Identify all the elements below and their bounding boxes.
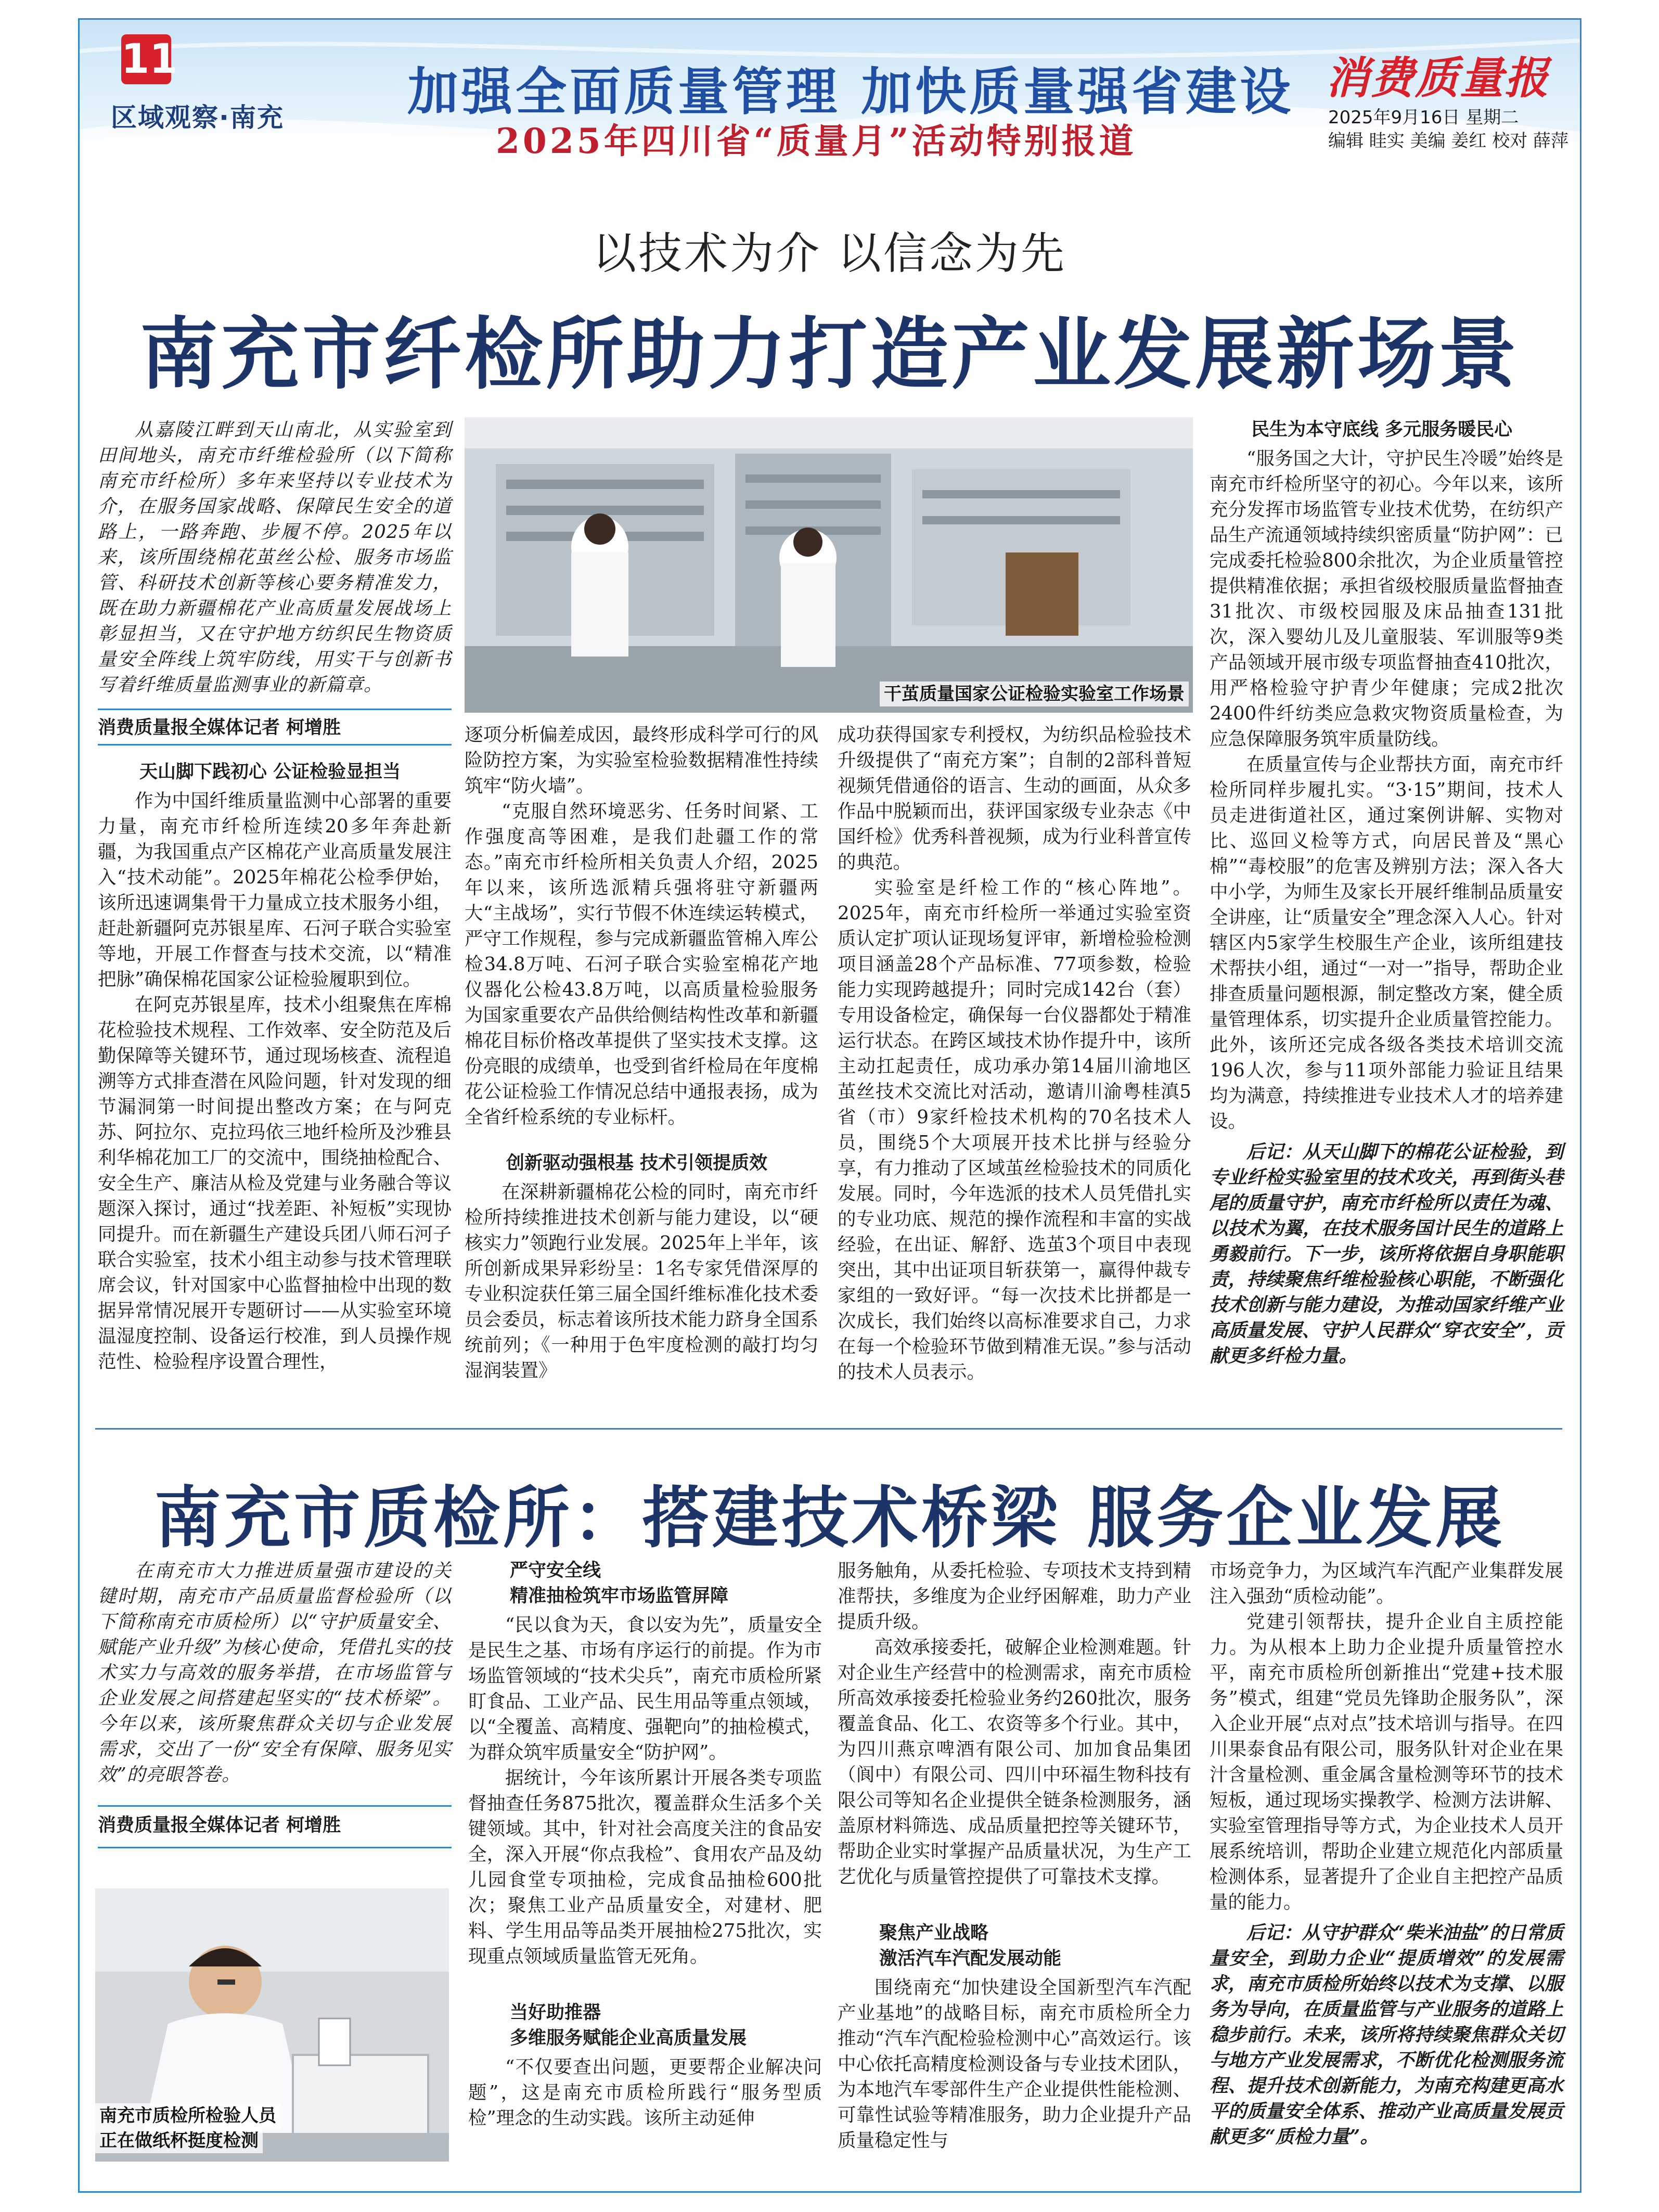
- article1-afterword: [1210, 1139, 1563, 1369]
- article1-subheading-3: 民生为本守底线 多元服务暖民心: [1251, 419, 1513, 440]
- article1-byline-block: [98, 715, 452, 741]
- article2-headline: 南充市质检所：搭建技术桥梁 服务企业发展: [154, 1480, 1506, 1557]
- page-number: 11: [121, 34, 171, 84]
- issue-date: 2025年9月16日 星期二: [1328, 107, 1519, 128]
- article2-column-2: [468, 1558, 822, 2131]
- article2-afterword: [1210, 1920, 1563, 2150]
- article1-byline: 消费质量报全媒体记者 柯增胜: [98, 717, 341, 738]
- article2-column-3: [838, 1558, 1191, 2153]
- section-name: 区域观察·南充: [111, 102, 284, 133]
- lab-scene-illustration: [465, 417, 1193, 713]
- lead-divider: [98, 709, 452, 710]
- article1-col3-para-1: 成功获得国家专利授权，为纺织品检验技术升级提供了“南充方案”；自制的2部科普短视频凭借通俗的语言、生动的画面，从众多作品中脱颖而出，获评国家级专业杂志《中国纤检》优秀科普视频，成为行业科普宣传的典范。: [838, 724, 1191, 873]
- article2-subheading-1b: 精准抽检筑牢市场监管屏障: [510, 1586, 729, 1606]
- article2-afterword-label: 后记：: [1246, 1922, 1302, 1944]
- article1-col2-para-1: 逐项分析偏差成因，最终形成科学可行的风险防控方案，为实验室检验数据精准性持续筑牢“防火墙”。: [465, 724, 818, 796]
- article2-subheading-3b: 激活汽车汽配发展动能: [879, 1948, 1062, 1969]
- article2-column-4: [1210, 1558, 1563, 2150]
- article1-afterword-text: 从天山脚下的棉花公证检验，到专业纤检实验室里的技术攻关，再到街头巷尾的质量守护，南充市纤检所以责任为魂、以技术为翼，在技术服务国计民生的道路上勇毅前行。下一步，该所将依据自身职能职责，持续聚焦纤维检验核心职能，不断强化技术创新与能力建设，为推动国家纤维产业高质量发展、守护人民群众“穿衣安全”，贡献更多纤检力量。: [1210, 1141, 1563, 1367]
- article1-col4-para-1: “服务国之大计，守护民生冷暖”始终是南充市纤检所坚守的初心。今年以来，该所充分发挥市场监管专业技术优势，在纺织产品生产流通领域持续织密质量“防护网”：已完成委托检验800余批次，为企业质量管控提供精准依据；承担省级校服质量监督抽查31批次、市级校园服及床品抽查131批次，深入婴幼儿及儿童服装、军训服等9类产品领域开展市级专项监督抽查410批次，用严格检验守护青少年健康；完成2批次2400件纤纺类应急救灾物资质量检查，为应急保障服务筑牢质量防线。: [1210, 448, 1563, 750]
- article2-col3-para-2: 高效承接委托，破解企业检测难题。针对企业生产经营中的检测需求，南充市质检所高效承接委托检验业务约260批次，服务覆盖食品、化工、农资等多个行业。其中，为四川燕京啤酒有限公司、加加食品集团（阆中）有限公司、四川中环福生物科技有限公司等知名企业提供全链条检测服务，涵盖原材料筛选、成品质量把控等关键环节，帮助企业实时掌握产品质量状况，为生产工艺优化与质量管控提供了可靠技术支撑。: [838, 1637, 1191, 1887]
- editor-credits: 编辑 眭实 美编 姜红 校对 薛萍: [1328, 131, 1569, 151]
- article1-col4-para-2: 在质量宣传与企业帮扶方面，南充市纤检所同样步履扎实。“3·15”期间，技术人员走进街道社区，通过案例讲解、实物对比、巡回义检等方式，向居民普及“黑心棉”“毒校服”的危害及辨别方法；深入各大中小学，为师生及家长开展纤维制品质量安全讲座，让“质量安全”理念深入人心。针对辖区内5家学生校服生产企业，该所组建技术帮扶小组，通过“一对一”指导，帮助企业排查质量问题根源，制定整改方案，健全质量管理体系，切实提升企业质量管控能力。此外，该所还完成各级各类技术培训交流196人次，参与11项外部能力验证且结果均为满意，持续推进专业技术人才的培养建设。: [1210, 754, 1563, 1132]
- article1-col2-para-2: “克服自然环境恶劣、任务时间紧、工作强度高等困难，是我们赴疆工作的常态。”南充市纤检所相关负责人介绍，2025年以来，该所选派精兵强将驻守新疆两大“主战场”，实行节假不休连续运转模式，严守工作规程，参与完成新疆监管棉入库公检34.8万吨、石河子联合实验室棉花产地仪器化公检43.8万吨，以高质量检验服务为国家重要农产品供给侧结构性改革和新疆棉花目标价格改革提供了坚实技术支撑。这份亮眼的成绩单，也受到省纤检局在年度棉花公证检验工作情况总结中通报表扬，成为全省纤检系统的专业标杆。: [465, 801, 818, 1128]
- article1-col1-para-2: 在阿克苏银星库，技术小组聚焦在库棉花检验技术规程、工作效率、安全防范及后勤保障等关键环节，通过现场核查、流程追溯等方式排查潜在风险问题，针对发现的细节漏洞第一时间提出整改方案；在与阿克苏、阿拉尔、克拉玛依三地纤检所及沙雅县利华棉花加工厂的交流中，围绕抽检配合、安全生产、廉洁从检及党建与业务融合等议题深入探讨，通过“找差距、补短板”实现协同提升。而在新疆生产建设兵团八师石河子联合实验室，技术小组主动参与技术管理联席会议，针对国家中心监督抽检中出现的数据异常情况展开专题研讨——从实验室环境温湿度控制、设备运行校准，到人员操作规范性、检验程序设置合理性，: [98, 994, 452, 1372]
- inspector-caption-line2: 正在做纸杯挺度检测: [95, 2128, 263, 2153]
- article2-col3-para-1: 服务触角，从委托检验、专项技术支持到精准帮扶，多维度为企业纾困解难，助力产业提质升级。: [838, 1560, 1191, 1632]
- article1-subheading-2: 创新驱动强根基 技术引领提质效: [506, 1153, 768, 1174]
- article2-col2-para-3: “不仅要查出问题，更要帮企业解决问题”，这是南充市质检所践行“服务型质检”理念的生动实践。该所主动延伸: [468, 2056, 822, 2129]
- inspector-caption-line1: 南充市质检所检验人员: [95, 2103, 280, 2128]
- article2-col4-para-2: 党建引领帮扶，提升企业自主质控能力。为从根本上助力企业提升质量管控水平，南充市质检所创新推出“党建+技术服务”模式，组建“党员先锋助企服务队”，深入企业开展“点对点”技术培训与指导。在四川果泰食品有限公司，服务队针对企业在果汁含量检测、重金属含量检测等环节的技术短板，通过现场实操教学、检测方法讲解、实验室管理指导等方式，为企业技术人员开展系统培训，帮助企业建立规范化内部质量检测体系，显著提升了企业自主把控产品质量的能力。: [1210, 1611, 1563, 1913]
- article1-col2-para-3: 在深耕新疆棉花公检的同时，南充市纤检所持续推进技术创新与能力建设，以“硬核实力”领跑行业发展。2025年上半年，该所创新成果异彩纷呈：1名专家凭借深厚的专业积淀获任第三届全国纤维标准化技术委员会委员，标志着该所技术能力跻身全国系统前列；《一种用于色牢度检测的敲打均匀湿润装置》: [465, 1181, 818, 1381]
- lab-photo-caption: 干茧质量国家公证检验实验室工作场景: [880, 681, 1189, 706]
- byline-divider: [98, 744, 452, 745]
- article2-byline-block: [98, 1813, 452, 1838]
- newspaper-brand: 消费质量报: [1326, 53, 1550, 104]
- article1-column-3: [838, 722, 1191, 1385]
- article1-column-1: [98, 754, 452, 1374]
- article1-kicker: 以技术为介 以信念为先: [593, 228, 1066, 279]
- article1-lead-column: [98, 417, 452, 698]
- article1-subheading-1: 天山脚下践初心 公证检验显担当: [139, 762, 401, 782]
- article1-col1-para-1: 作为中国纤维质量监测中心部署的重要力量，南充市纤检所连续20多年奔赴新疆，为我国重点产区棉花产业高质量发展注入“技术动能”。2025年棉花公检季伊始，该所迅速调集骨干力量成立技术服务小组，赶赴新疆阿克苏银星库、石河子联合实验室等地，开展工作督查与技术交流，以“精准把脉”确保棉花国家公证检验履职到位。: [98, 790, 452, 990]
- article2-col3-para-3: 围绕南充“加快建设全国新型汽车汽配产业基地”的战略目标，南充市质检所全力推动“汽车汽配检验检测中心”高效运行。该中心依托高精度检测设备与专业技术团队，为本地汽车零部件生产企业提供性能检测、可靠性试验等精准服务，助力企业提升产品质量稳定性与: [838, 1977, 1191, 2151]
- banner-subtitle: 2025年四川省“质量月”活动特别报道: [496, 121, 1137, 161]
- article1-column-2: [465, 722, 818, 1383]
- article2-col4-para-1: 市场竞争力，为区域汽车汽配产业集群发展注入强劲“质检动能”。: [1210, 1560, 1563, 1607]
- inspector-photo: [95, 1888, 449, 2162]
- article1-column-4: [1210, 417, 1563, 1369]
- article2-byline: 消费质量报全媒体记者 柯增胜: [98, 1815, 341, 1836]
- article2-lead-divider: [98, 1805, 452, 1807]
- article-divider: [95, 1428, 1562, 1430]
- article1-lead: 从嘉陵江畔到天山南北，从实验室到田间地头，南充市纤维检验所（以下简称南充市纤检所）多年来坚持以专业技术为介，在服务国家战略、保障民生安全的道路上，一路奔跑、步履不停。2025年以来，该所围绕棉花茧丝公检、服务市场监管、科研技术创新等核心要务精准发力，既在助力新疆棉花产业高质量发展战场上彰显担当，又在守护地方纺织民生物资质量安全阵线上筑牢防线，用实干与创新书写着纤维质量监测事业的新篇章。: [98, 419, 452, 696]
- article2-lead: 在南充市大力推进质量强市建设的关键时期，南充市产品质量监督检验所（以下简称南充市质检所）以“守护质量安全、赋能产业升级”为核心使命，凭借扎实的技术实力与高效的服务举措，在市场监管与企业发展之间搭建起坚实的“技术桥梁”。今年以来，该所聚焦群众关切与企业发展需求，交出了一份“安全有保障、服务见实效”的亮眼答卷。: [98, 1560, 452, 1785]
- banner-main-title: 加强全面质量管理 加快质量强省建设: [407, 62, 1294, 122]
- article2-subheading-2a: 当好助推器: [510, 2002, 601, 2023]
- article1-col3-para-2: 实验室是纤检工作的“核心阵地”。2025年，南充市纤检所一举通过实验室资质认定扩项认证现场复评审，新增检验检测项目涵盖28个产品标准、77项参数，检验能力实现跨越提升；同时完成142台（套）专用设备检定，确保每一台仪器都处于精准运行状态。在跨区域技术协作提升中，该所主动扛起责任，成功承办第14届川渝地区茧丝技术交流比对活动，邀请川渝粤桂滇5省（市）9家纤检技术机构的70名技术人员，围绕5个大项展开技术比拼与经验分享，有力推动了区域茧丝检验技术的同质化发展。同时，今年选派的技术人员凭借扎实的专业功底、规范的操作流程和丰富的实战经验，在出证、解舒、选茧3个项目中表现突出，其中出证项目斩获第一，赢得仲裁专家组的一致好评。“每一次技术比拼都是一次成长，我们始终以高标准要求自己，力求在每一个检验环节做到精准无误。”参与活动的技术人员表示。: [838, 877, 1191, 1383]
- article2-subheading-2b: 多维服务赋能企业高质量发展: [510, 2028, 747, 2049]
- article1-afterword-label: 后记：: [1246, 1141, 1303, 1163]
- article2-col2-para-1: “民以食为天，食以安为先”，质量安全是民生之基、市场有序运行的前提。作为市场监管领域的“技术尖兵”，南充市质检所紧盯食品、工业产品、民生用品等重点领域，以“全覆盖、高精度、强靶向”的抽检模式，为群众筑牢质量安全“防护网”。: [468, 1614, 822, 1763]
- article2-afterword-text: 从守护群众“柴米油盐”的日常质量安全，到助力企业“提质增效”的发展需求，南充市质检所始终以技术为支撑、以服务为导向，在质量监管与产业服务的道路上稳步前行。未来，该所将持续聚焦群众关切与地方产业发展需求，不断优化检测服务流程、提升技术创新能力，为南充构建更高水平的质量安全体系、推动产业高质量发展贡献更多“质检力量”。: [1210, 1922, 1563, 2147]
- article2-col2-para-2: 据统计，今年该所累计开展各类专项监督抽查任务875批次，覆盖群众生活多个关键领域。其中，针对社会高度关注的食品安全，深入开展“你点我检”、食用农产品及幼儿园食堂专项抽检，完成食品抽检600批次；聚焦工业产品质量安全，对建材、肥料、学生用品等品类开展抽检275批次，实现重点领域质量监管无死角。: [468, 1767, 822, 1967]
- article2-subheading-3a: 聚焦产业战略: [879, 1923, 989, 1944]
- article2-byline-divider: [98, 1847, 452, 1848]
- lab-photo: [465, 417, 1193, 713]
- article1-headline: 南充市纤检所助力打造产业发展新场景: [139, 310, 1520, 400]
- article2-lead-column: [98, 1558, 452, 1787]
- article2-subheading-1a: 严守安全线: [510, 1560, 601, 1581]
